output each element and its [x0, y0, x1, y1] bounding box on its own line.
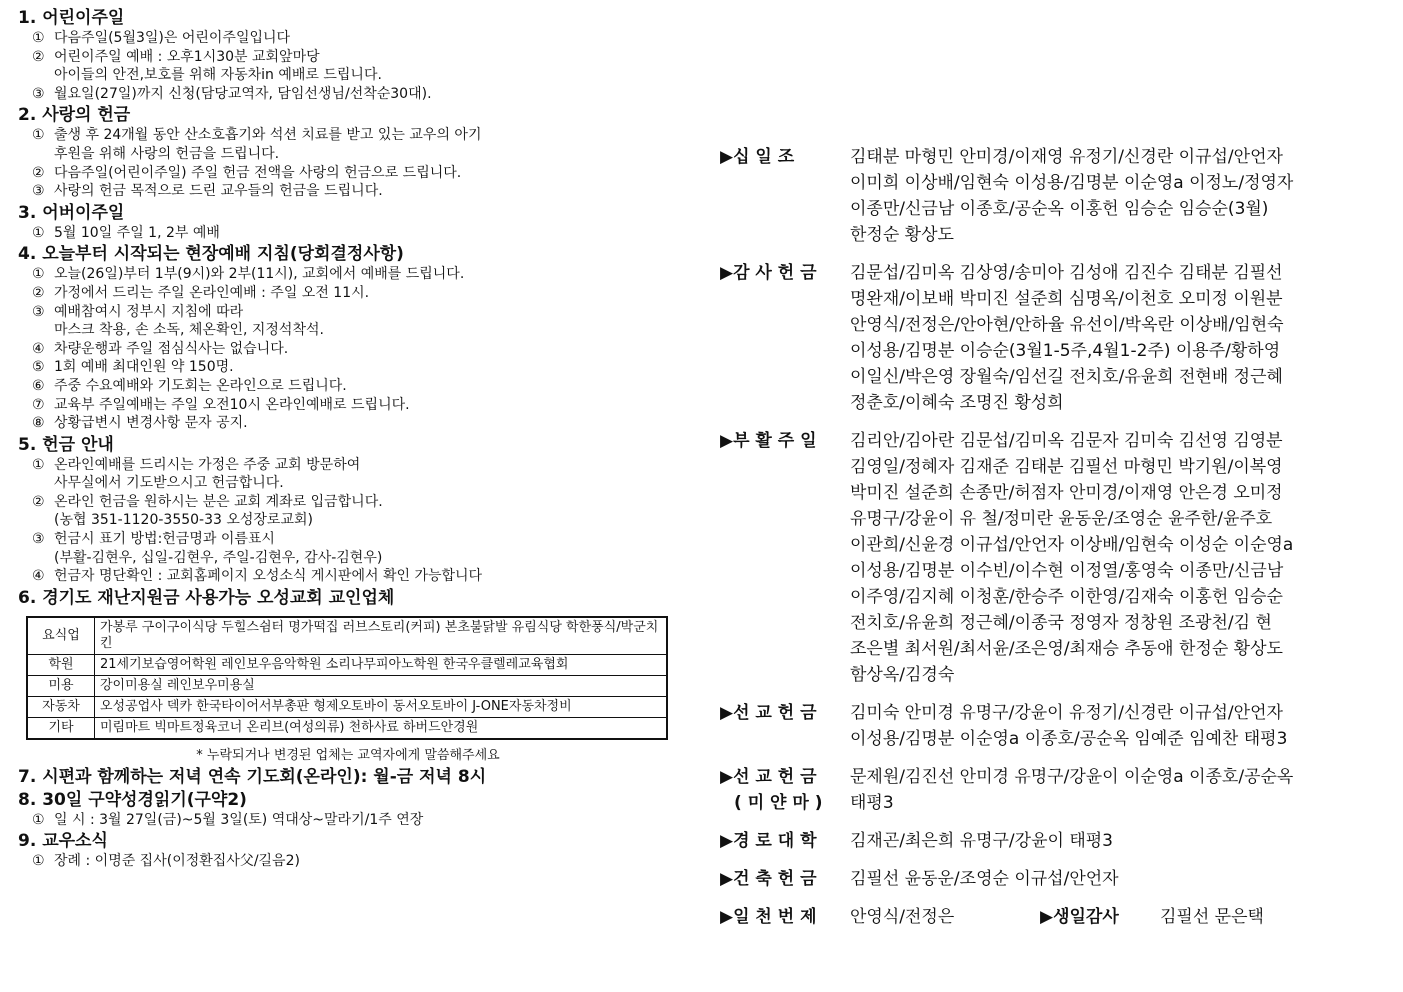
name-line: 안영식/전정은/안아현/안하율 유선이/박옥란 이상배/임현숙	[850, 315, 1284, 335]
item-number: ⑦	[32, 396, 45, 413]
section-2	[18, 104, 678, 200]
item-number: ①	[32, 266, 45, 283]
item-text: 월요일(27일)까지 신청(담당교역자, 담임선생님/선착순30대).	[54, 85, 432, 102]
section-3	[18, 202, 678, 243]
section-4	[18, 243, 678, 432]
list-item	[18, 811, 678, 830]
item-text-continued: (부활-김현우, 십일-김현우, 주일-김현우, 감사-김현우)	[54, 549, 383, 566]
offering-names	[850, 144, 1380, 248]
item-text: 장례 : 이명준 집사(이정환집사父/길음2)	[54, 853, 300, 870]
offering-row-last	[720, 904, 1380, 930]
item-text: 헌금시 표기 방법:헌금명과 이름표시	[54, 531, 275, 548]
section-title: 6. 경기도 재난지원금 사용가능 오성교회 교인업체	[18, 587, 395, 608]
section-late-2	[18, 789, 678, 830]
business-names: 강이미용실 레인보우미용실	[95, 675, 668, 696]
item-text-continued: (농협 351-1120-3550-33 오성장로교회)	[54, 512, 313, 529]
section-late-1	[18, 766, 678, 788]
business-category: 자동차	[27, 696, 95, 717]
table-row	[27, 675, 667, 696]
offering-label: ▶일 천 번 제	[720, 907, 817, 927]
business-table	[26, 616, 668, 740]
item-text: 어린이주일 예배 : 오후1시30분 교회앞마당	[54, 48, 320, 65]
offering-label-text: ▶건 축 헌 금	[720, 869, 817, 889]
list-item	[18, 530, 678, 549]
name-line: 태평3	[850, 793, 894, 813]
offering-names	[850, 828, 1380, 854]
list-item	[18, 567, 678, 586]
name-line: 김미숙 안미경 유명구/강윤이 유정기/신경란 이규섭/안언자	[850, 703, 1283, 723]
list-item	[18, 396, 678, 415]
section-6	[18, 587, 678, 763]
offering-row	[720, 828, 1380, 854]
offering-row	[720, 428, 1380, 688]
section-title: 1. 어린이주일	[18, 8, 125, 28]
offering-label-text: ▶부 활 주 일	[720, 431, 817, 451]
business-names: 오성공업사 덱카 한국타이어서부총판 형제오토바이 동서오토바이 J-ONE자동차정비	[95, 696, 668, 717]
item-text: 교육부 주일예배는 주일 오전10시 온라인예배로 드립니다.	[54, 396, 410, 413]
item-number: ①	[32, 127, 45, 144]
offering-names	[850, 700, 1380, 752]
offering-row	[720, 144, 1380, 248]
announcements-column	[18, 6, 678, 871]
item-number: ⑧	[32, 415, 45, 432]
name-line: 이관희/신윤경 이규섭/안언자 이상배/임현숙 이성순 이순영a	[850, 535, 1294, 555]
item-number: ③	[32, 85, 45, 102]
table-row	[27, 654, 667, 675]
offering-label: ▶생일감사	[1040, 907, 1119, 927]
item-number: ③	[32, 303, 45, 320]
business-category: 기타	[27, 717, 95, 739]
name-line: 김필선 윤동운/조영순 이규섭/안언자	[850, 869, 1119, 889]
offering-label	[720, 700, 850, 752]
name-line: 명완재/이보배 박미진 설준희 심명옥/이천호 오미정 이원분	[850, 289, 1283, 309]
list-item	[18, 377, 678, 396]
item-number: ①	[32, 811, 45, 828]
list-item	[18, 358, 678, 377]
list-item	[18, 85, 678, 104]
offering-label	[720, 764, 850, 816]
table-row	[27, 696, 667, 717]
name-line: 이성용/김명분 이승순(3월1-5주,4월1-2주) 이용주/황하영	[850, 341, 1281, 361]
item-number: ④	[32, 568, 45, 585]
business-names: 미림마트 빅마트정육코너 온리브(여성의류) 천하사료 하버드안경원	[95, 717, 668, 739]
announcement-sections	[18, 7, 678, 586]
name-line: 이미희 이상배/임현숙 이성용/김명분 이순영a 이정노/정영자	[850, 173, 1294, 193]
list-item	[18, 284, 678, 303]
name-line: 이성용/김명분 이수빈/이수현 이정열/홍영숙 이종만/신금남	[850, 561, 1284, 581]
offering-names: 안영식/전정은	[850, 907, 955, 927]
business-note: * 누락되거나 변경된 업체는 교역자에게 말씀해주세요	[196, 747, 500, 763]
name-line: 박미진 설준희 손종만/허점자 안미경/이재영 안은경 오미정	[850, 483, 1283, 503]
offering-list	[720, 144, 1380, 930]
business-category: 미용	[27, 675, 95, 696]
item-number: ③	[32, 531, 45, 548]
list-item	[18, 182, 678, 201]
section-title: 3. 어버이주일	[18, 202, 125, 223]
section-late-3	[18, 830, 678, 871]
item-number: ④	[32, 340, 45, 357]
list-item	[18, 303, 678, 322]
item-text-continued: 사무실에서 기도받으시고 헌금합니다.	[54, 475, 284, 492]
list-item	[18, 456, 678, 475]
item-text-continued: 아이들의 안전,보호를 위해 자동차in 예배로 드립니다.	[54, 67, 382, 84]
business-category: 요식업	[27, 617, 95, 655]
list-item	[18, 126, 678, 145]
list-item	[18, 340, 678, 359]
item-text: 예배참여시 정부시 지침에 따라	[54, 303, 244, 320]
name-line: 이주영/김지혜 이청훈/한승주 이한영/김재숙 이홍헌 임승순	[850, 587, 1283, 607]
offering-names	[850, 764, 1380, 816]
item-text: 온라인 헌금을 원하시는 분은 교회 계좌로 입금합니다.	[54, 493, 383, 510]
offering-row	[720, 700, 1380, 752]
item-number: ②	[32, 48, 45, 65]
item-number: ②	[32, 284, 45, 301]
item-number: ①	[32, 30, 45, 46]
item-text: 5월 10일 주일 1, 2부 예배	[54, 224, 220, 241]
section-title: 7. 시편과 함께하는 저녁 연속 기도회(온라인): 월-금 저녁 8시	[18, 766, 487, 787]
offering-names	[850, 866, 1380, 892]
item-text: 온라인예배를 드리시는 가정은 주중 교회 방문하여	[54, 456, 361, 473]
offering-row	[720, 260, 1380, 416]
section-title: 4. 오늘부터 시작되는 현장예배 지침(당회결정사항)	[18, 244, 404, 265]
item-number: ②	[32, 493, 45, 510]
table-row	[27, 717, 667, 739]
offering-label	[720, 866, 850, 892]
name-line: 정춘호/이혜숙 조명진 황성희	[850, 393, 1064, 413]
item-text: 상황급변시 변경사항 문자 공지.	[54, 415, 248, 432]
section-title: 8. 30일 구약성경읽기(구약2)	[18, 789, 247, 810]
section-5	[18, 434, 678, 586]
section-title: 5. 헌금 안내	[18, 434, 114, 455]
item-number: ⑤	[32, 359, 45, 376]
section-title: 9. 교우소식	[18, 831, 108, 852]
offering-names: 김필선 문은택	[1160, 907, 1264, 927]
item-text: 차량운행과 주일 점심식사는 없습니다.	[54, 340, 289, 357]
offering-label	[720, 144, 850, 248]
name-line: 김문섭/김미옥 김상영/송미아 김성애 김진수 김태분 김필선	[850, 263, 1283, 283]
name-line: 김재곤/최은희 유명구/강윤이 태평3	[850, 831, 1113, 851]
name-line: 유명구/강윤이 유 철/정미란 윤동운/조영순 윤주한/윤주호	[850, 509, 1273, 529]
item-text: 주중 수요예배와 기도회는 온라인으로 드립니다.	[54, 377, 347, 394]
list-item	[18, 224, 678, 243]
item-text: 일 시 : 3월 27일(금)~5월 3일(토) 역대상~말라기/1주 연장	[54, 811, 424, 828]
item-text: 오늘(26일)부터 1부(9시)와 2부(11시), 교회에서 예배를 드립니다.	[54, 266, 465, 283]
section-title: 2. 사랑의 헌금	[18, 105, 131, 126]
item-text-continued: 마스크 착용, 손 소독, 체온확인, 지정석착석.	[54, 322, 324, 339]
offering-row	[720, 866, 1380, 892]
name-line: 김리안/김아란 김문섭/김미옥 김문자 김미숙 김선영 김영분	[850, 431, 1283, 451]
business-names: 21세기보습영어학원 레인보우음악학원 소리나무피아노학원 한국우클렐레교육협회	[95, 654, 668, 675]
offering-label	[720, 260, 850, 416]
item-text-continued: 후원을 위해 사랑의 헌금을 드립니다.	[54, 145, 280, 162]
item-number: ⑥	[32, 377, 45, 394]
name-line: 김영일/정혜자 김재준 김태분 김필선 마형민 박기원/이복영	[850, 457, 1283, 477]
list-item	[18, 164, 678, 183]
item-text: 1회 예배 최대인원 약 150명.	[54, 359, 234, 376]
name-line: 이일신/박은영 장월숙/임선길 전치호/유윤희 전현배 정근혜	[850, 367, 1283, 387]
offering-label	[720, 428, 850, 688]
item-text: 다음주일(5월3일)은 어린이주일입니다	[54, 30, 291, 46]
item-number: ②	[32, 164, 45, 181]
offering-row	[720, 764, 1380, 816]
offering-label-text: ▶선 교 헌 금	[720, 767, 817, 787]
name-line: 이종만/신금남 이종호/공순옥 이홍헌 임승순 임승순(3월)	[850, 199, 1269, 219]
table-row	[27, 617, 667, 655]
section-1	[18, 7, 678, 103]
offering-label-text: ▶감 사 헌 금	[720, 263, 817, 283]
name-line: 한정순 황상도	[850, 225, 954, 245]
name-line: 전치호/유윤희 정근혜/이종국 정영자 정창원 조광천/김 현	[850, 613, 1272, 633]
business-category: 학원	[27, 654, 95, 675]
list-item	[18, 414, 678, 433]
item-number: ①	[32, 853, 45, 870]
name-line: 김태분 마형민 안미경/이재영 유정기/신경란 이규섭/안언자	[850, 147, 1283, 167]
offering-label-text: ▶경 로 대 학	[720, 831, 817, 851]
item-number: ①	[32, 456, 45, 473]
list-item	[18, 29, 678, 48]
name-line: 함상옥/김경숙	[850, 665, 955, 685]
offering-label-text: ▶선 교 헌 금	[720, 703, 817, 723]
name-line: 이성용/김명분 이순영a 이종호/공순옥 임예준 임예찬 태평3	[850, 729, 1288, 749]
business-names: 가봉루 구이구이식당 두힐스쉼터 명가떡집 러브스토리(커피) 본초불닭발 유림식당 학한풍식/박군치킨	[95, 617, 668, 655]
item-number: ①	[32, 224, 45, 241]
item-text: 가정에서 드리는 주일 온라인예배 : 주일 오전 11시.	[54, 284, 370, 301]
item-text: 출생 후 24개월 동안 산소호흡기와 석션 치료를 받고 있는 교우의 아기	[54, 127, 482, 144]
item-text: 사랑의 헌금 목적으로 드린 교우들의 헌금을 드립니다.	[54, 183, 383, 200]
offering-names	[850, 428, 1380, 688]
name-line: 조은별 최서원/최서윤/조은영/최재승 추동애 한정순 황상도	[850, 639, 1283, 659]
list-item	[18, 265, 678, 284]
list-item	[18, 493, 678, 512]
item-number: ③	[32, 183, 45, 200]
item-text: 헌금자 명단확인 : 교회홈페이지 오성소식 게시판에서 확인 가능합니다	[54, 568, 483, 585]
offering-sublabel: ( 미 얀 마 )	[734, 793, 823, 813]
offering-label	[720, 828, 850, 854]
item-text: 다음주일(어린이주일) 주일 헌금 전액을 사랑의 헌금으로 드립니다.	[54, 164, 462, 181]
offering-names	[850, 260, 1380, 416]
list-item	[18, 48, 678, 67]
announcement-sections-bottom	[18, 766, 678, 871]
list-item	[18, 852, 678, 871]
offering-label-text: ▶십 일 조	[720, 147, 795, 167]
name-line: 문제원/김진선 안미경 유명구/강윤이 이순영a 이종호/공순옥	[850, 767, 1294, 787]
